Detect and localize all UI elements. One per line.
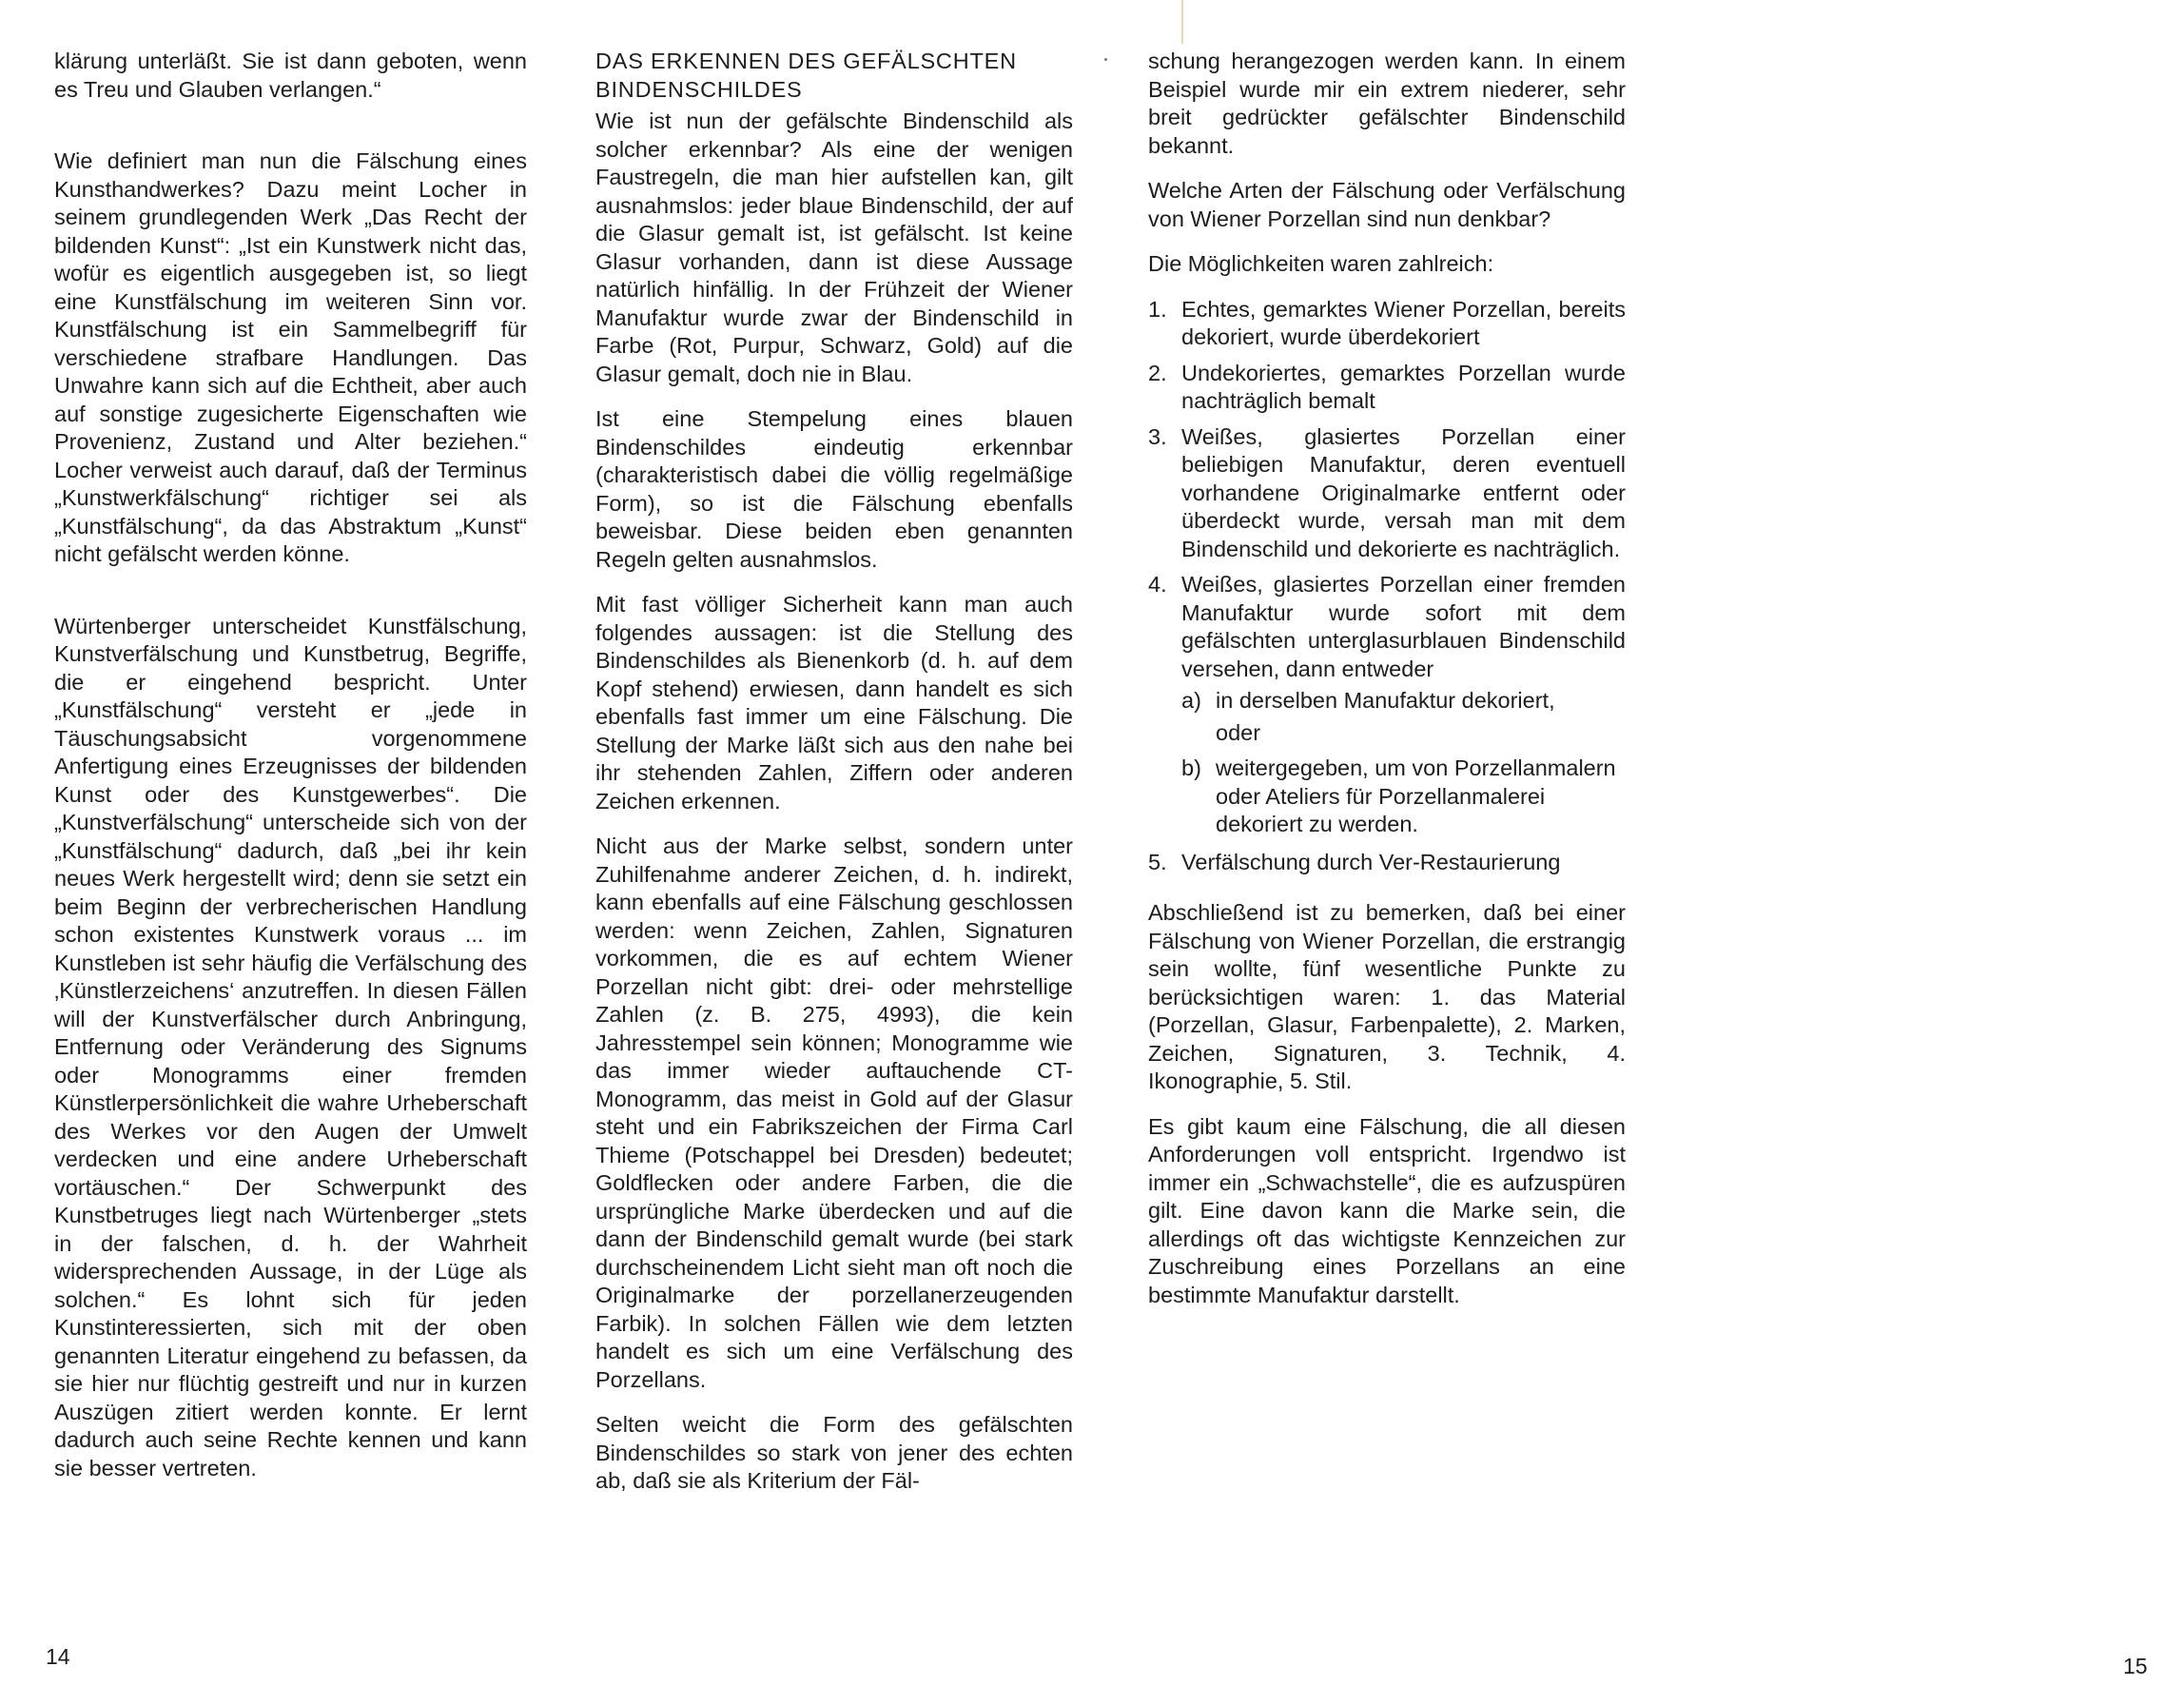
paragraph: schung herangezogen werden kann. In einem Beispiel wurde mir ein extrem niederer, sehr breit gedrückter gefälschter Bindenschild bekannt.	[1148, 49, 1626, 158]
list-text: Echtes, gemarktes Wiener Porzellan, bereits dekoriert, wurde überdekoriert	[1181, 296, 1626, 349]
paragraph: Nicht aus der Marke selbst, sondern unter Zuhilfenahme anderer Zeichen, d. h. indirekt, kann ebenfalls auf eine Fälschung geschlossen werden: wenn Zeichen, Zahlen, Signaturen vorkommen, die es auf echtem Wiener Porzellan nicht gibt: drei- oder mehrstellige Zahlen (z. B. 275, 4993), die kein Jahresstempel sein können; Monogramme wie das immer wieder auftauchende CT-Monogramm, das meist in Gold auf der Glasur steht und ein Fabrikszeichen der Firma Carl Thieme (Potschappel bei Dresden) bedeutet; Goldflecken oder andere Farben, die die ursprüngliche Marke überdecken und auf die dann der Bindenschild gemalt wurde (bei stark durchscheinendem Licht sieht man oft noch die Originalmarke der porzellanerzeugenden Farbik). In solchen Fällen wie dem letzten handelt es sich um eine Verfälschung des Porzellans.	[595, 833, 1073, 1392]
list-item	[1148, 360, 1626, 416]
paragraph: Abschließend ist zu bemerken, daß bei einer Fälschung von Wiener Porzellan, die erstrangig sein wollte, fünf wesentliche Punkte zu berücksichtigen waren: 1. das Material (Porzellan, Glasur, Farbenpalette), 2. Marken, Zeichen, Signaturen, 3. Technik, 4. Ikonographie, 5. Stil.	[1148, 900, 1626, 1093]
right-page-column	[1148, 48, 1626, 1326]
middle-column	[595, 48, 1073, 1513]
sub-list-connector: oder	[1216, 719, 1261, 745]
page-number-left: 14	[46, 1644, 70, 1669]
forgery-types-list	[1148, 296, 1626, 877]
list-number: 5.	[1148, 849, 1167, 874]
list-text: Weißes, glasiertes Porzellan einer fremden Manufaktur wurde sofort mit dem gefälschten unterglasurblauen Bindenschild versehen, dann entweder	[1181, 572, 1626, 681]
paragraph: Mit fast völliger Sicherheit kann man auch folgendes aussagen: ist die Stellung des Bindenschildes als Bienenkorb (d. h. auf dem Kopf stehend) erwiesen, dann handelt es sich ebenfalls fast immer um eine Fälschung. Die Stellung der Marke läßt sich aus den nahe bei ihr stehenden Zahlen, Ziffern oder anderen Zeichen erkennen.	[595, 592, 1073, 814]
paragraph: Es gibt kaum eine Fälschung, die all diesen Anforderungen voll entspricht. Irgendwo ist immer ein „Schwachstelle“, die es aufzuspüren gilt. Eine davon kann die Marke sein, die allerdings oft das wichtigste Kennzeichen zur Zuschreibung eines Porzellans an eine bestimmte Manufaktur darstellt.	[1148, 1113, 1626, 1307]
list-number: 2.	[1148, 360, 1167, 385]
list-number: 1.	[1148, 296, 1167, 322]
list-text: Weißes, glasiertes Porzellan einer beliebigen Manufaktur, deren eventuell vorhandene Originalmarke entfernt oder überdeckt wurde, versah man mit dem Bindenschild und dekorierte es nachträglich.	[1181, 423, 1626, 561]
list-text: Verfälschung durch Ver-Restaurierung	[1181, 849, 1561, 874]
paragraph: Welche Arten der Fälschung oder Verfälschung von Wiener Porzellan sind nun denkbar?	[1148, 178, 1626, 231]
paragraph: klärung unterläßt. Sie ist dann geboten, wenn es Treu und Glauben verlangen.“	[54, 49, 527, 102]
sub-list-text: in derselben Manufaktur dekoriert,	[1216, 688, 1555, 713]
print-speck	[1104, 58, 1107, 61]
paragraph: Selten weicht die Form des gefälschten Bindenschildes so stark von jener des echten ab, daß sie als Kriterium der Fäl-	[595, 1412, 1073, 1493]
paragraph: Ist eine Stempelung eines blauen Bindenschildes eindeutig erkennbar (charakteristisch dabei die völlig regelmäßige Form), so ist die Fälschung ebenfalls beweisbar. Diese beiden eben genannten Regeln gelten ausnahmslos.	[595, 406, 1073, 572]
paragraph: Wie definiert man nun die Fälschung eines Kunsthandwerkes? Dazu meint Locher in seinem grundlegenden Werk „Das Recht der bildenden Kunst“: „Ist ein Kunstwerk nicht das, wofür es eigentlich ausgegeben ist, so liegt eine Kunstfälschung im weiteren Sinn vor. Kunstfälschung ist ein Sammelbegriff für verschiedene strafbare Handlungen. Das Unwahre kann sich auf die Echtheit, aber auch auf sonstige zugesicherte Eigenschaften wie Provenienz, Zustand und Alter beziehen.“ Locher verweist auch darauf, daß der Terminus „Kunstwerkfälschung“ richtiger sei als „Kunstfälschung“, da das Abstraktum „Kunst“ nicht gefälscht werden könne.	[54, 148, 527, 566]
paragraph: Würtenberger unterscheidet Kunstfälschung, Kunstverfälschung und Kunstbetrug, Begriffe, die er eingehend bespricht. Unter „Kunstfälschung“ versteht er „jede in Täuschungsabsicht vorgenommene Anfertigung eines Erzeugnisses der bildenden Kunst oder des Kunstgewerbes“. Die „Kunstverfälschung“ unterscheide sich von der „Kunstfälschung“ dadurch, daß „bei ihr kein neues Werk hergestellt wird; denn sie setzt ein beim Beginn der verbrecherischen Handlung schon existentes Kunstwerk voraus ... im Kunstleben ist sehr häufig die Verfälschung des ‚Künstlerzeichens‘ anzutreffen. In diesen Fällen will der Kunstverfälscher durch Anbringung, Entfernung oder Veränderung des Signums oder Monogramms einer fremden Künstlerpersönlichkeit die wahre Urheberschaft des Werkes vor den Augen der Umwelt verdecken und eine andere Urheberschaft vortäuschen.“ Der Schwerpunkt des Kunstbetruges liegt nach Würtenberger „stets in der falschen, d. h. der Wahrheit widersprechenden Aussage, in der Lüge als solchen.“ Es lohnt sich für jeden Kunstinteressierten, sich mit der oben genannten Literatur eingehend zu befassen, da sie hier nur flüchtig gestreift und nur in kurzen Auszügen zitiert werden konnte. Er lernt dadurch auch seine Rechte kennen und kann sie besser vertreten.	[54, 613, 527, 1480]
sub-list-item	[1181, 755, 1626, 839]
list-item	[1148, 423, 1626, 564]
sub-list-item	[1181, 687, 1626, 716]
left-page-column	[54, 48, 527, 1500]
section-heading: DAS ERKENNEN DES GEFÄLSCHTEN BINDENSCHILDES	[595, 49, 1017, 102]
sub-list-text: weitergegeben, um von Porzellanmalern oder Ateliers für Porzellanmalerei dekoriert zu werden.	[1216, 755, 1616, 836]
list-item	[1148, 296, 1626, 352]
paragraph: Die Möglichkeiten waren zahlreich:	[1148, 251, 1494, 276]
gutter-mark	[1181, 0, 1183, 44]
list-text: Undekoriertes, gemarktes Porzellan wurde nachträglich bemalt	[1181, 360, 1626, 413]
list-item	[1148, 849, 1626, 877]
list-number: 3.	[1148, 423, 1167, 449]
sub-list-letter: b)	[1181, 755, 1201, 780]
sub-list-letter: a)	[1181, 688, 1201, 713]
page-number-right: 15	[2123, 1654, 2148, 1678]
list-item	[1148, 571, 1626, 683]
list-number: 4.	[1148, 572, 1167, 597]
paragraph: Wie ist nun der gefälschte Bindenschild als solcher erkennbar? Als eine der wenigen Faustregeln, die man hier aufstellen kan, gilt ausnahmslos: jeder blaue Bindenschild, der auf die Glasur gemalt ist, ist gefälscht. Ist keine Glasur vorhanden, dann ist diese Aussage natürlich hinfällig. In der Frühzeit der Wiener Manufaktur wurde zwar der Bindenschild in Farbe (Rot, Purpur, Schwarz, Gold) auf die Glasur gemalt, doch nie in Blau.	[595, 108, 1073, 386]
